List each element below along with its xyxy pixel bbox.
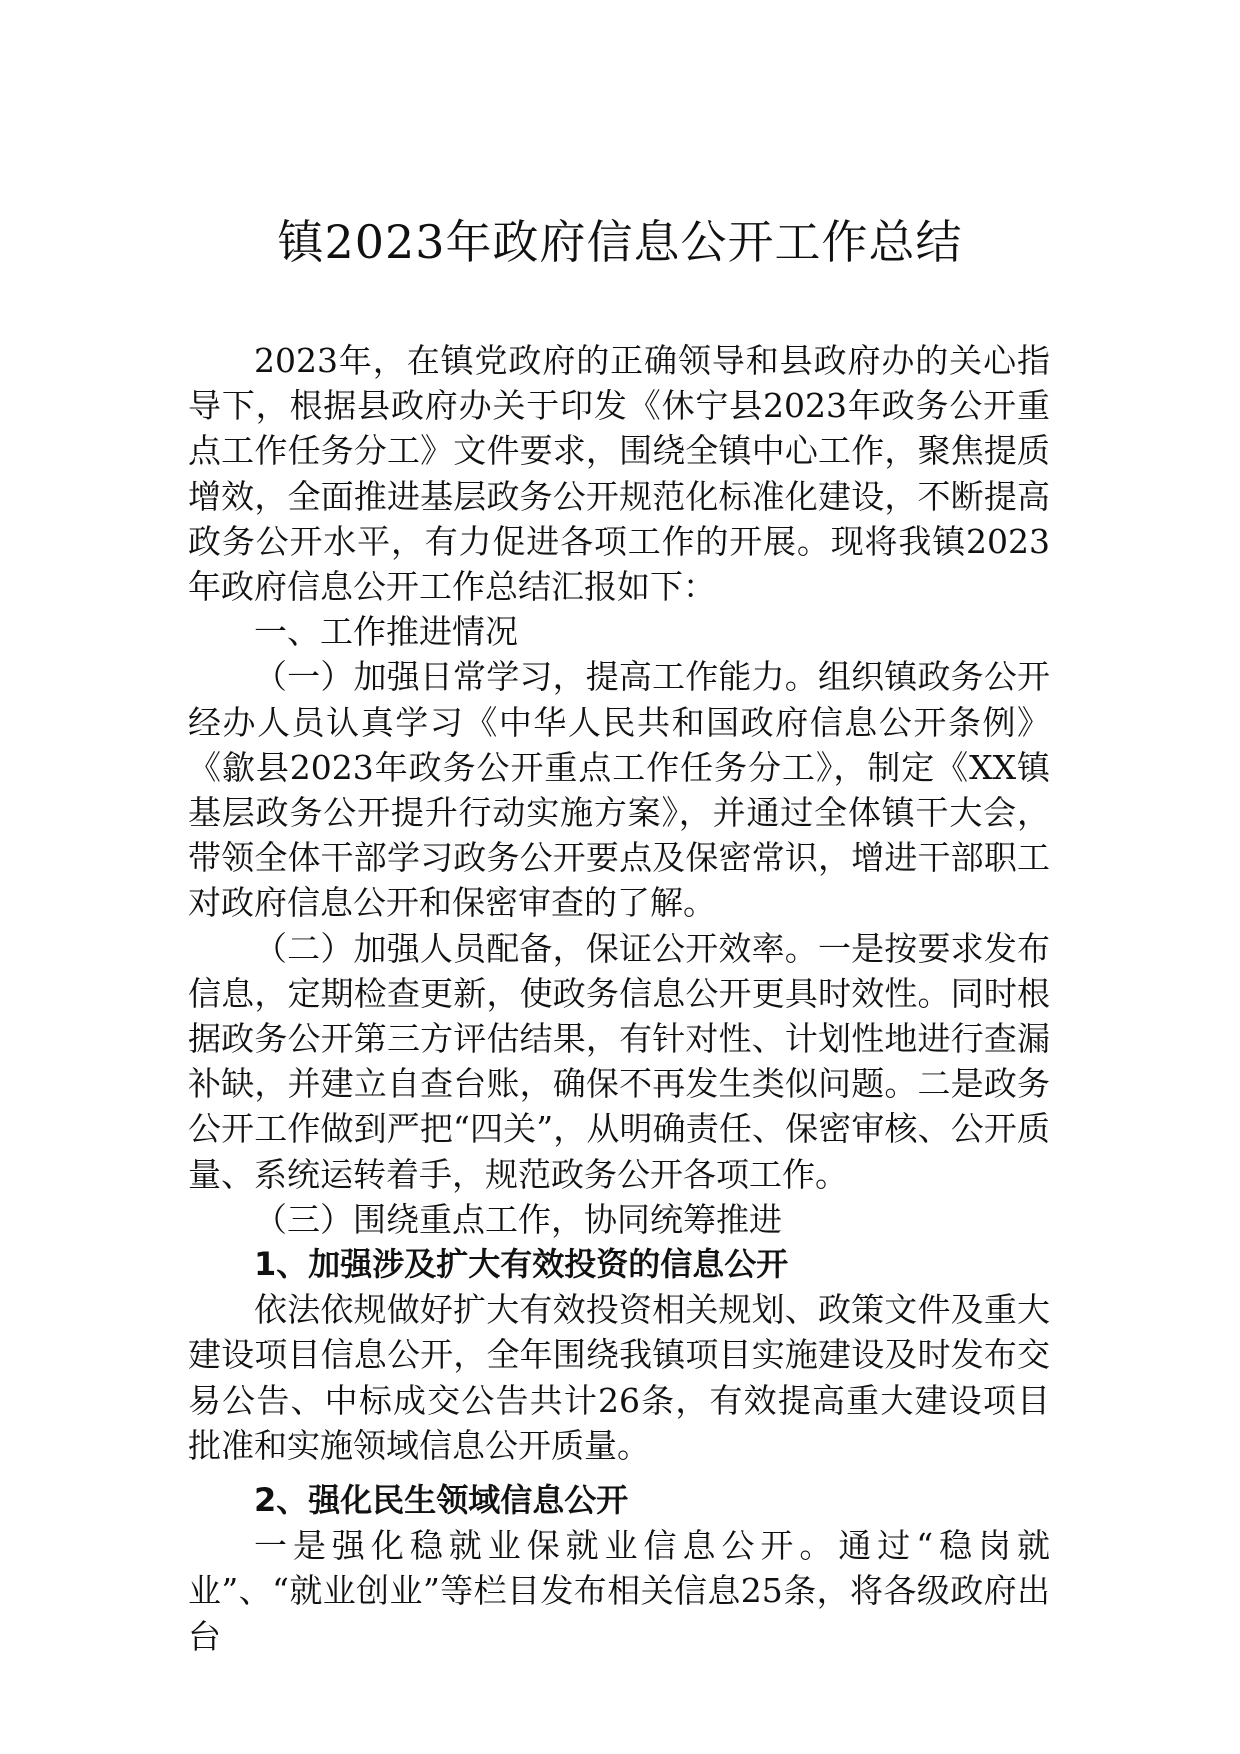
investment-paragraph: 依法依规做好扩大有效投资相关规划、政策文件及重大建设项目信息公开，全年围绕我镇项目实施建设及时发布交易公告、中标成交公告共计26条，有效提高重大建设项目批准和实施领域信息公开质量。 [188, 1290, 1050, 1465]
subsection-heading-3: （三）围绕重点工作，协同统筹推进 [254, 1199, 782, 1239]
document-body [188, 338, 1050, 1659]
subsection-paragraph-1: （一）加强日常学习，提高工作能力。组织镇政务公开经办人员认真学习《中华人民共和国政府信息公开条例》《歙县2023年政务公开重点工作任务分工》，制定《XX镇基层政务公开提升行动实施方案》，并通过全体镇干大会，带领全体干部学习政务公开要点及保密常识，增进干部职工对政府信息公开和保密审查的了解。 [188, 657, 1050, 923]
intro-paragraph: 2023年，在镇党政府的正确领导和县政府办的关心指导下，根据县政府办关于印发《休宁县2023年政务公开重点工作任务分工》文件要求，围绕全镇中心工作，聚焦提质增效，全面推进基层政务公开规范化标准化建设，不断提高政务公开水平，有力促进各项工作的开展。现将我镇2023年政府信息公开工作总结汇报如下： [188, 341, 1050, 607]
bold-heading-2: 2、强化民生领域信息公开 [254, 1481, 629, 1520]
section-heading-1: 一、工作推进情况 [254, 612, 518, 652]
bold-heading-1: 1、加强涉及扩大有效投资的信息公开 [254, 1245, 789, 1284]
subsection-paragraph-2: （二）加强人员配备，保证公开效率。一是按要求发布信息，定期检查更新，使政务信息公开更具时效性。同时根据政务公开第三方评估结果，有针对性、计划性地进行查漏补缺，并建立自查台账，确保不再发生类似问题。二是政务公开工作做到严把“四关”，从明确责任、保密审核、公开质量、系统运转着手，规范政务公开各项工作。 [188, 928, 1050, 1194]
document-title: 镇2023年政府信息公开工作总结 [277, 215, 963, 269]
employment-paragraph: 一是强化稳就业保就业信息公开。通过“稳岗就业”、“就业创业”等栏目发布相关信息25条，将各级政府出台 [188, 1526, 1050, 1656]
